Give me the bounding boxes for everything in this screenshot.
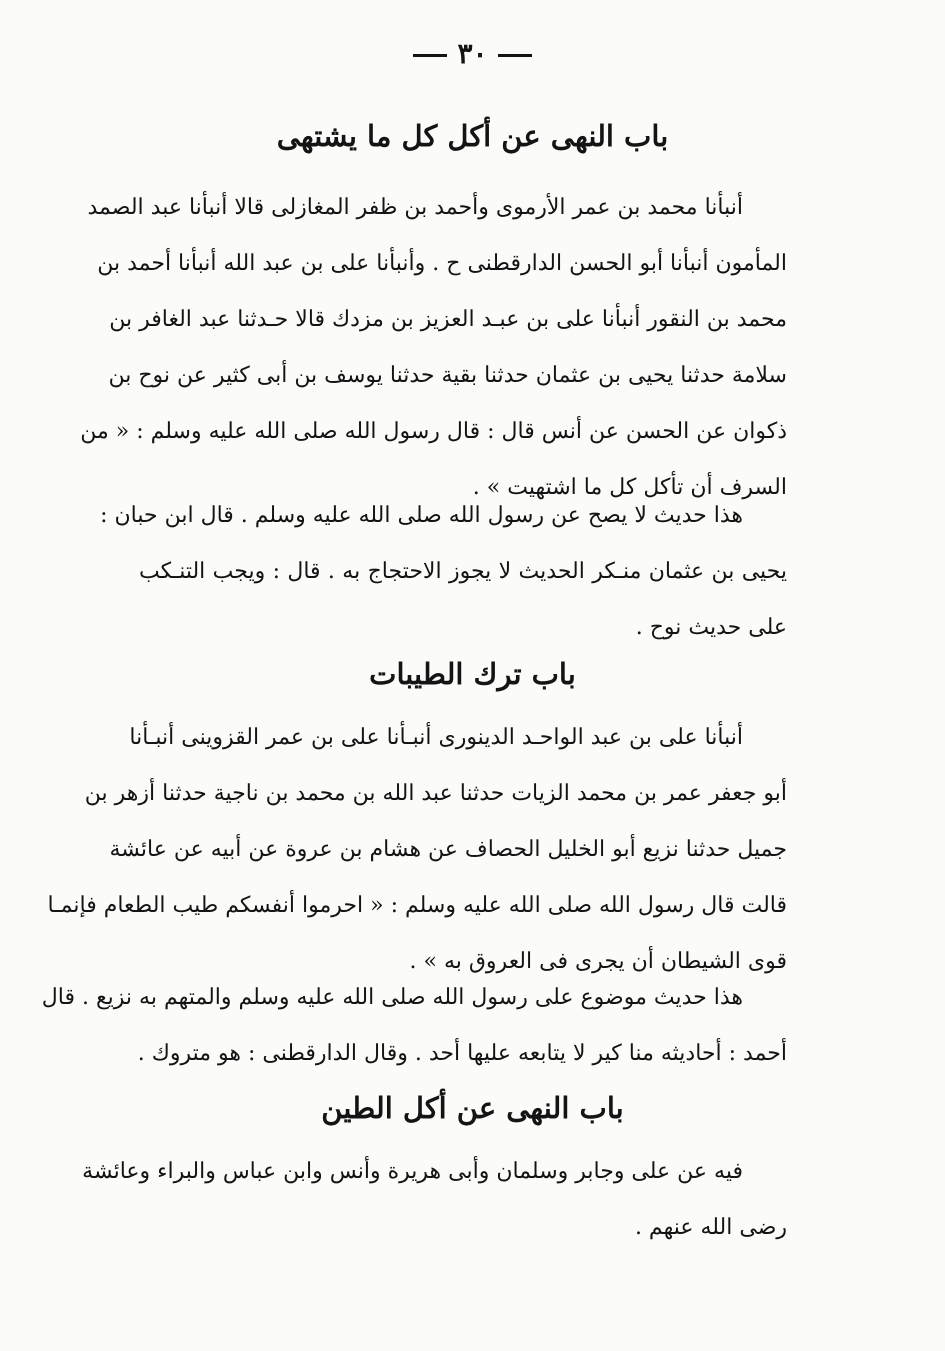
text-line: أحمد : أحاديثه منا كير لا يتابعه عليها أحد . وقال الدارقطنى : هو متروك . — [137, 1041, 787, 1066]
page-number-dash-right — [498, 54, 532, 57]
text-line: هذا حديث موضوع على رسول الله صلى الله عليه وسلم والمتهم به نزيع . قال — [41, 985, 743, 1010]
text-line: ذكوان عن الحسن عن أنس قال : قال رسول الله صلى الله عليه وسلم : « من — [80, 419, 787, 444]
paragraph — [100, 488, 787, 656]
paragraph — [82, 1144, 787, 1256]
page-number-value: ٣٠ — [457, 37, 488, 70]
text-line: فيه عن على وجابر وسلمان وأبى هريرة وأنس وابن عباس والبراء وعائشة — [82, 1159, 743, 1184]
text-line: قالت قال رسول الله صلى الله عليه وسلم : « احرموا أنفسكم طيب الطعام فإنمـا — [47, 893, 787, 918]
text-line: قوى الشيطان أن يجرى فى العروق به » . — [409, 949, 787, 974]
text-line: على حديث نوح . — [635, 615, 787, 640]
page-number-dash-left — [413, 54, 447, 57]
text-line: يحيى بن عثمان منـكر الحديث لا يجوز الاحتجاج به . قال : ويجب التنـكب — [139, 559, 787, 584]
text-line: أنبأنا محمد بن عمر الأرموى وأحمد بن ظفر المغازلى قالا أنبأنا عبد الصمد — [87, 195, 743, 220]
text-line: هذا حديث لا يصح عن رسول الله صلى الله عليه وسلم . قال ابن حبان : — [100, 503, 743, 528]
paragraph — [47, 710, 787, 990]
page-number — [0, 34, 945, 74]
paragraph — [41, 970, 787, 1082]
text-line: أبو جعفر عمر بن محمد الزيات حدثنا عبد الله بن محمد بن ناجية حدثنا أزهر بن — [84, 781, 787, 806]
text-line: سلامة حدثنا يحيى بن عثمان حدثنا بقية حدثنا يوسف بن أبى كثير عن نوح بن — [108, 363, 787, 388]
section-heading: باب النهى عن أكل كل ما يشتهى — [276, 119, 669, 153]
text-line: رضى الله عنهم . — [634, 1215, 787, 1240]
text-line: السرف أن تأكل كل ما اشتهيت » . — [472, 475, 787, 500]
text-line: جميل حدثنا نزيع أبو الخليل الحصاف عن هشام بن عروة عن أبيه عن عائشة — [109, 837, 787, 862]
section-heading: باب ترك الطيبات — [369, 657, 576, 691]
text-line: محمد بن النقور أنبأنا على بن عبـد العزيز بن مزدك قالا حـدثنا عبد الغافر بن — [109, 307, 787, 332]
text-line: أنبأنا على بن عبد الواحـد الدينورى أنبـأنا على بن عمر القزوينى أنبـأنا — [129, 725, 743, 750]
section-heading: باب النهى عن أكل الطين — [321, 1091, 624, 1125]
text-line: المأمون أنبأنا أبو الحسن الدارقطنى ح . وأنبأنا على بن عبد الله أنبأنا أحمد بن — [97, 251, 787, 276]
